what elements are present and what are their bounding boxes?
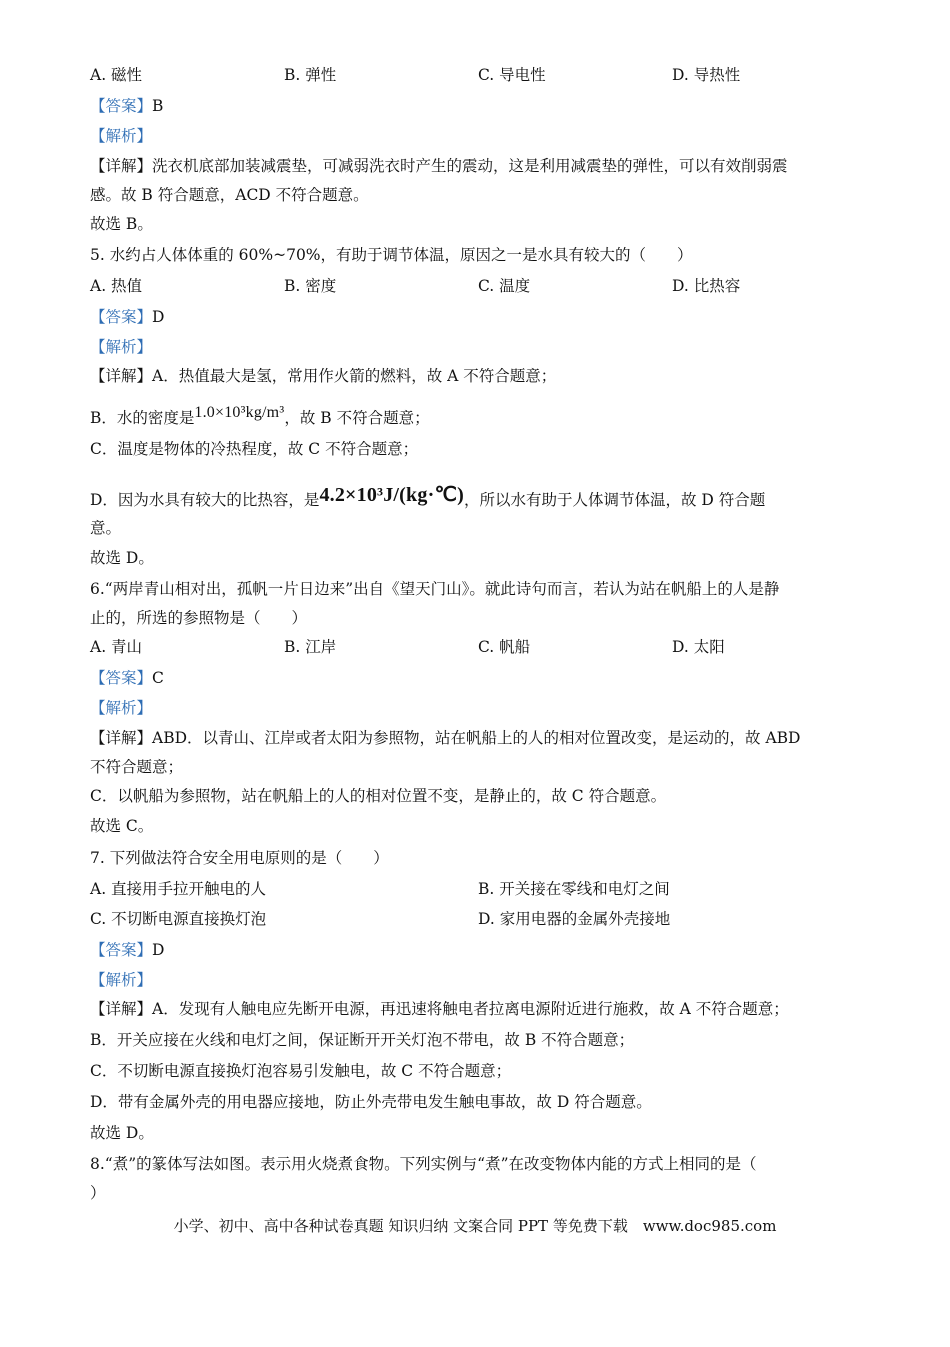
q6-detail-line-3: C．以帆船为参照物，站在帆船上的人的相对位置不变，是静止的，故 C 符合题意。	[90, 787, 667, 805]
q6-option-a: A. 青山	[90, 638, 143, 656]
answer-value: D	[152, 308, 165, 326]
q7-option-b: B. 开关接在零线和电灯之间	[478, 880, 670, 898]
q7-answer	[90, 940, 164, 960]
detail-d-tail: ，所以水有助于人体调节体温，故 D 符合题	[463, 491, 766, 509]
q5-detail-c: C．温度是物体的冷热程度，故 C 不符合题意；	[90, 440, 419, 458]
q7-detail-a: 【详解】A．发现有人触电应先断开电源，再迅速将触电者拉离电源附近进行施救，故 A 不符合题意；	[90, 1000, 789, 1018]
heat-capacity-formula: 4.2×10³J/(kg·℃)	[319, 484, 464, 506]
q7-conclusion: 故选 D。	[90, 1124, 154, 1142]
q4-option-b: B. 弹性	[284, 66, 337, 84]
q4-option-d: D. 导热性	[672, 66, 741, 84]
q6-option-c: C. 帆船	[478, 638, 531, 656]
q4-detail-line-2: 感。故 B 符合题意，ACD 不符合题意。	[90, 186, 369, 204]
q8-stem-line-1: 8.“煮”的篆体写法如图。表示用火烧煮食物。下列实例与“煮”在改变物体内能的方式上相同的是（	[90, 1155, 757, 1173]
q7-detail-c: C．不切断电源直接换灯泡容易引发触电，故 C 不符合题意；	[90, 1062, 512, 1080]
density-formula: 1.0×10³kg/m³	[194, 404, 285, 421]
answer-value: C	[152, 669, 164, 687]
q4-option-a: A. 磁性	[90, 66, 143, 84]
q4-answer	[90, 96, 163, 116]
answer-value: B	[152, 97, 164, 115]
detail-b-text: B．水的密度是	[90, 409, 195, 427]
q6-stem-line-1: 6.“两岸青山相对出，孤帆一片日边来”出自《望天门山》。就此诗句而言，若认为站在帆船上的人是静	[90, 580, 780, 598]
q7-analysis-tag: 【解析】	[90, 971, 153, 989]
q4-analysis-tag: 【解析】	[90, 127, 153, 145]
q5-option-b: B. 密度	[284, 277, 337, 295]
q5-conclusion: 故选 D。	[90, 549, 154, 567]
q7-stem: 7. 下列做法符合安全用电原则的是（ ）	[90, 849, 389, 867]
q5-analysis-tag: 【解析】	[90, 338, 153, 356]
answer-tag: 【答案】	[90, 308, 153, 326]
q7-option-d: D. 家用电器的金属外壳接地	[478, 910, 671, 928]
q6-detail-line-2: 不符合题意；	[90, 758, 184, 776]
q5-option-a: A. 热值	[90, 277, 143, 295]
detail-d-text: D．因为水具有较大的比热容，是	[90, 491, 320, 509]
q4-conclusion: 故选 B。	[90, 215, 153, 233]
q6-analysis-tag: 【解析】	[90, 699, 153, 717]
q6-stem-line-2: 止的，所选的参照物是（ ）	[90, 609, 308, 627]
q7-detail-b: B．开关应接在火线和电灯之间，保证断开开关灯泡不带电，故 B 不符合题意；	[90, 1031, 635, 1049]
q5-option-c: C. 温度	[478, 277, 531, 295]
answer-tag: 【答案】	[90, 941, 153, 959]
q5-stem: 5. 水约占人体体重的 60%~70%，有助于调节体温，原因之一是水具有较大的（ ）	[90, 246, 693, 264]
q5-detail-a: 【详解】A．热值最大是氢，常用作火箭的燃料，故 A 不符合题意；	[90, 367, 557, 385]
q4-detail-line-1: 【详解】洗衣机底部加装减震垫，可减弱洗衣时产生的震动，这是利用减震垫的弹性，可以有效削弱震	[90, 157, 788, 175]
q6-option-d: D. 太阳	[672, 638, 725, 656]
q5-detail-d	[90, 484, 766, 510]
detail-b-tail: ，故 B 不符合题意；	[284, 409, 430, 427]
q6-option-b: B. 江岸	[284, 638, 337, 656]
answer-tag: 【答案】	[90, 669, 153, 687]
q5-option-d: D. 比热容	[672, 277, 741, 295]
q7-option-a: A. 直接用手拉开触电的人	[90, 880, 267, 898]
q6-answer	[90, 668, 164, 688]
q5-detail-b	[90, 404, 430, 429]
q5-detail-d-cont: 意。	[90, 519, 122, 537]
answer-value: D	[152, 941, 165, 959]
q5-answer	[90, 307, 164, 327]
answer-tag: 【答案】	[90, 97, 153, 115]
page-footer: 小学、初中、高中各种试卷真题 知识归纳 文案合同 PPT 等免费下载 www.doc985.com	[173, 1217, 777, 1235]
q4-option-c: C. 导电性	[478, 66, 546, 84]
q7-detail-d: D．带有金属外壳的用电器应接地，防止外壳带电发生触电事故，故 D 符合题意。	[90, 1093, 652, 1111]
q6-conclusion: 故选 C。	[90, 817, 154, 835]
q6-detail-line-1: 【详解】ABD．以青山、江岸或者太阳为参照物，站在帆船上的人的相对位置改变，是运动的，故 ABD	[90, 729, 801, 747]
q8-stem-line-2: ）	[90, 1184, 106, 1202]
q7-option-c: C. 不切断电源直接换灯泡	[90, 910, 267, 928]
